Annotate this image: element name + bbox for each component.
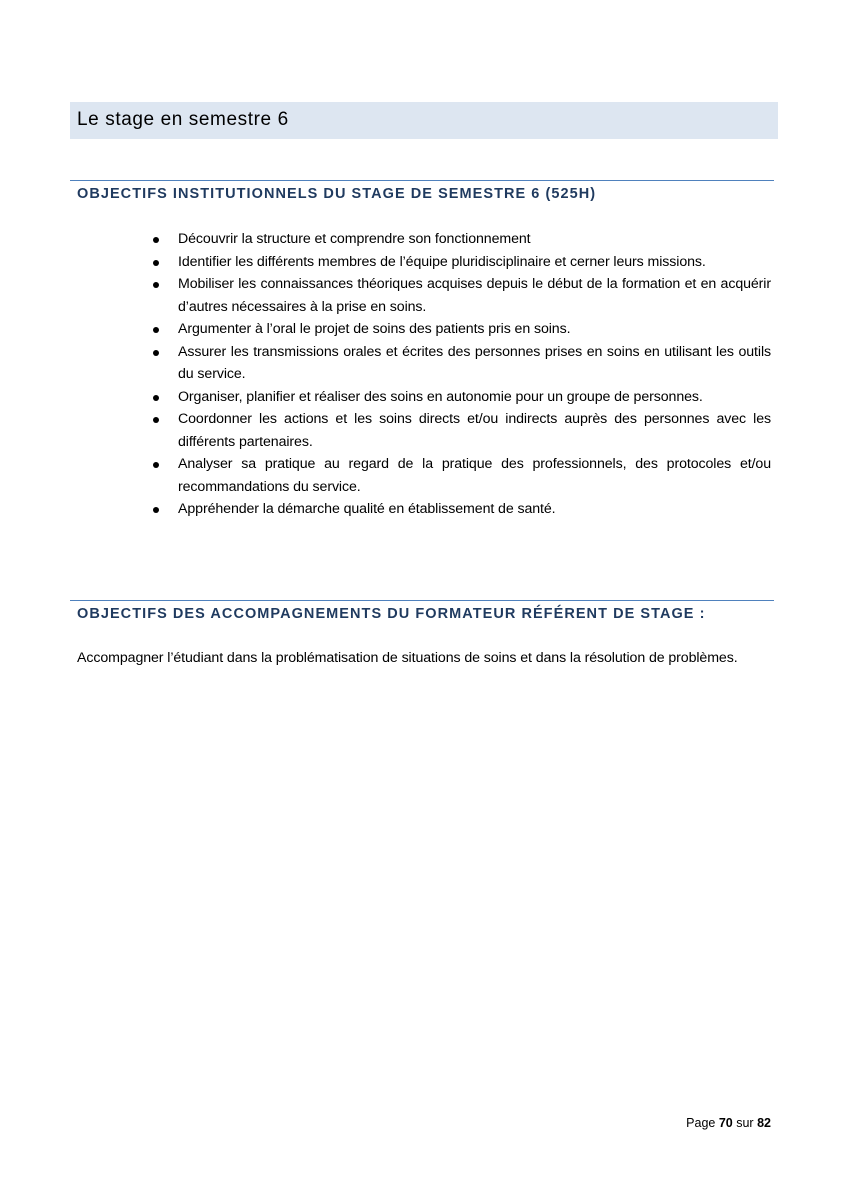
section-title-bar — [70, 102, 778, 139]
page-total: 82 — [757, 1116, 771, 1130]
objectives-list — [150, 228, 771, 521]
list-item: Découvrir la structure et comprendre son fonctionnement — [150, 228, 771, 251]
bullet-icon — [153, 462, 159, 468]
list-item: Organiser, planifier et réaliser des soins en autonomie pour un groupe de personnes. — [150, 386, 771, 409]
section-heading-formateur-referent: OBJECTIFS DES ACCOMPAGNEMENTS DU FORMATEUR RÉFÉRENT DE STAGE : — [77, 606, 706, 622]
bullet-icon — [153, 395, 159, 401]
list-item: Coordonner les actions et les soins directs et/ou indirects auprès des personnes avec les différents partenaires. — [150, 408, 771, 453]
bullet-icon — [153, 327, 159, 333]
list-item: Identifier les différents membres de l’équipe pluridisciplinaire et cerner leurs missions. — [150, 251, 771, 274]
heading-rule — [70, 180, 774, 181]
bullet-icon — [153, 350, 159, 356]
bullet-icon — [153, 282, 159, 288]
body-paragraph: Accompagner l’étudiant dans la problématisation de situations de soins et dans la résolution de problèmes. — [77, 650, 738, 666]
list-item: Assurer les transmissions orales et écrites des personnes prises en soins en utilisant les outils du service. — [150, 341, 771, 386]
list-item: Mobiliser les connaissances théoriques acquises depuis le début de la formation et en acquérir d’autres nécessaires à la prise en soins. — [150, 273, 771, 318]
bullet-icon — [153, 260, 159, 266]
page-label: Page — [686, 1116, 716, 1130]
bullet-icon — [153, 507, 159, 513]
page-footer — [686, 1116, 771, 1130]
page-separator: sur — [736, 1116, 754, 1130]
page-title: Le stage en semestre 6 — [77, 109, 289, 130]
page-number: 70 — [718, 1116, 733, 1130]
section-heading-objectifs-institutionnels: OBJECTIFS INSTITUTIONNELS DU STAGE DE SEMESTRE 6 (525H) — [77, 186, 597, 202]
list-item: Appréhender la démarche qualité en établissement de santé. — [150, 498, 771, 521]
heading-rule — [70, 600, 774, 601]
bullet-icon — [153, 417, 159, 423]
bullet-icon — [153, 237, 159, 243]
list-item: Analyser sa pratique au regard de la pratique des professionnels, des protocoles et/ou recommandations du service. — [150, 453, 771, 498]
list-item: Argumenter à l’oral le projet de soins des patients pris en soins. — [150, 318, 771, 341]
